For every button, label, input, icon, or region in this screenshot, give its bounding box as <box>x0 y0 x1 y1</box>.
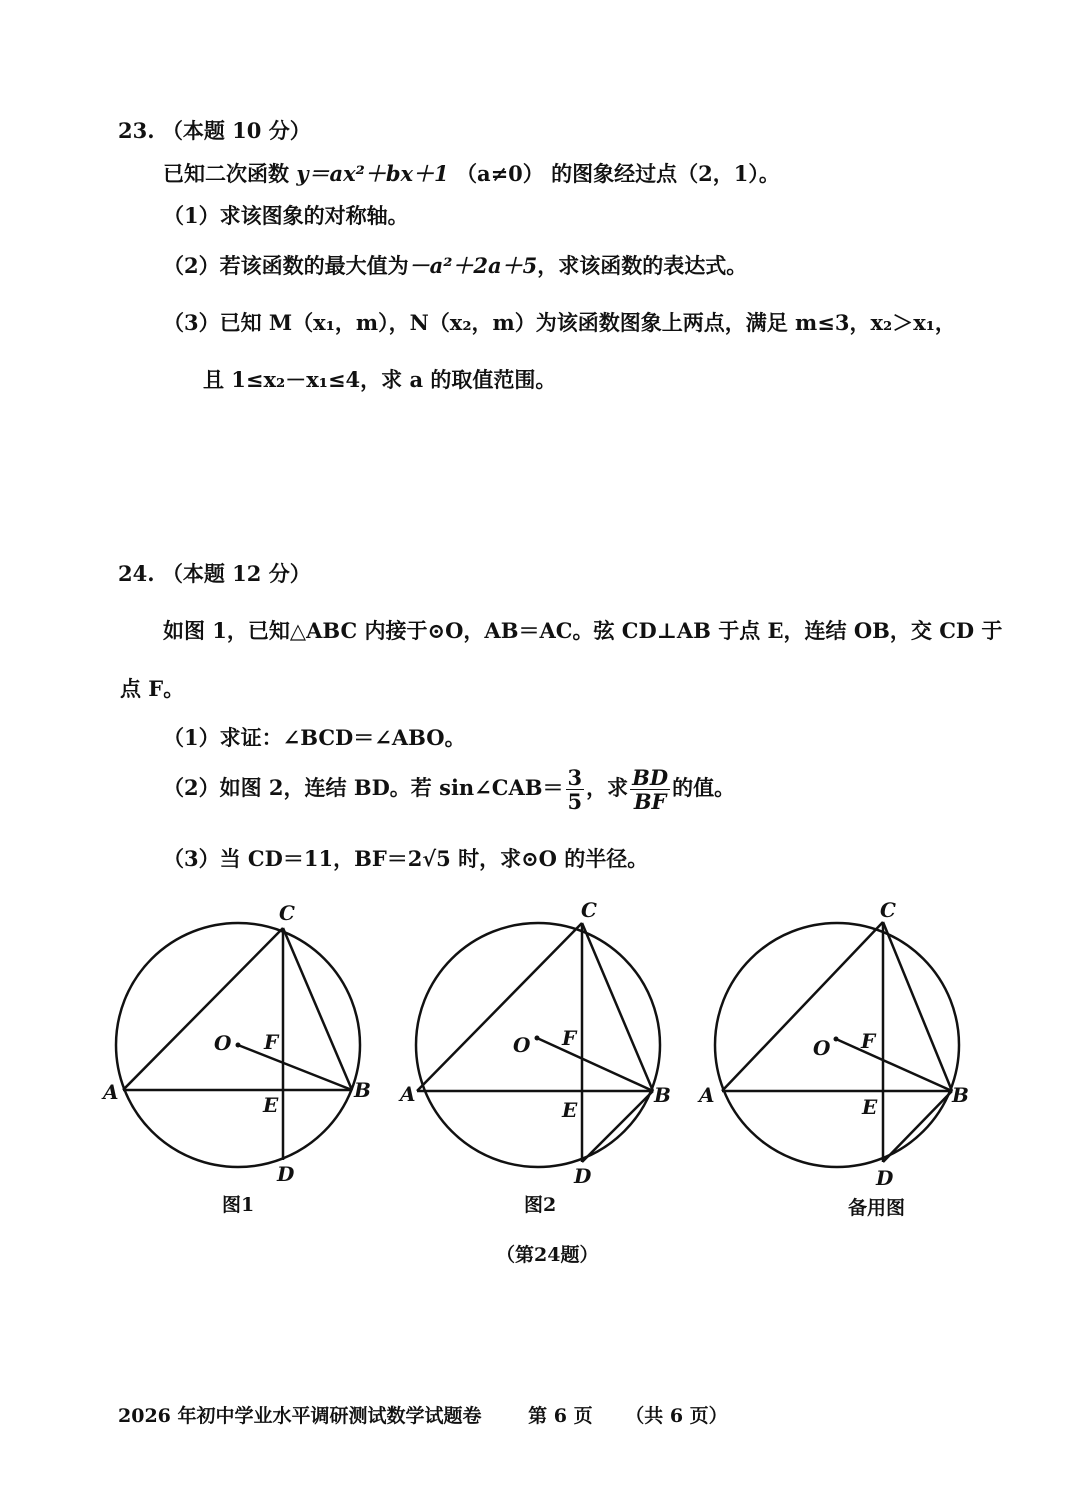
fig1-label-e: E <box>263 1093 279 1117</box>
q24-part2-pre: （2）如图 2，连结 BD。若 sin∠CAB＝ <box>163 775 564 801</box>
figure-spare <box>690 895 985 1195</box>
fig2-circle <box>416 923 660 1167</box>
fig3-circle <box>715 923 959 1167</box>
fig2-segment-ac <box>417 923 582 1091</box>
fig2-label-o: O <box>513 1033 531 1057</box>
q24-part3: （3）当 CD＝11，BF＝2√5 时，求⊙O 的半径。 <box>163 846 649 871</box>
fig3-segment-bd <box>883 1091 952 1162</box>
q24-number: 24. <box>118 561 155 586</box>
q24-stem-line2: 点 F。 <box>120 676 185 701</box>
fig1-label-b: B <box>354 1078 371 1102</box>
q24-part1: （1）求证：∠BCD＝∠ABO。 <box>163 725 466 750</box>
q24-part2-mid: ，求 <box>586 775 629 801</box>
fig3-segment-ac <box>722 922 883 1091</box>
q24-sin-fraction <box>566 766 585 813</box>
q24-score: （本题 12 分） <box>161 561 311 586</box>
q23-part1: （1）求该图象的对称轴。 <box>163 203 409 228</box>
figure-2 <box>395 895 685 1195</box>
fig2-label-a: A <box>400 1082 416 1106</box>
footer-page: 第 6 页 <box>528 1405 593 1427</box>
fig3-caption: 备用图 <box>848 1197 906 1219</box>
fig3-label-e: E <box>862 1095 878 1119</box>
q24-sin-denominator: 5 <box>567 789 583 815</box>
q24-sin-numerator: 3 <box>567 765 583 790</box>
q24-part2 <box>163 766 735 813</box>
fig1-label-f: F <box>264 1030 279 1054</box>
fig2-segment-bd <box>582 1091 653 1162</box>
q23-part2-pre: （2）若该函数的最大值为 <box>163 253 409 278</box>
q23-part2-post: ，求该函数的表达式。 <box>537 253 748 278</box>
q23-part2-expr: －a²＋2a＋5 <box>408 253 538 278</box>
fig2-label-f: F <box>562 1026 577 1050</box>
q24-ratio-numerator: BD <box>632 765 669 790</box>
fig3-label-c: C <box>880 898 896 922</box>
q23-score: （本题 10 分） <box>161 118 311 143</box>
fig3-label-a: A <box>699 1083 715 1107</box>
q23-part2 <box>163 253 747 278</box>
q24-ratio-denominator: BF <box>633 789 667 815</box>
fig1-label-c: C <box>279 901 295 925</box>
fig3-label-o: O <box>813 1036 831 1060</box>
footer-title: 2026 年初中学业水平调研测试数学试题卷 <box>118 1405 482 1427</box>
fig1-label-o: O <box>214 1031 232 1055</box>
q23-stem-cond: （a≠0） <box>455 161 544 186</box>
q23-stem-func: y＝ax²＋bx＋1 <box>296 161 449 186</box>
fig1-center-dot <box>236 1043 241 1048</box>
q23-stem <box>163 161 780 186</box>
q23-stem-post: 的图象经过点（2，1）。 <box>551 161 780 186</box>
fig3-label-d: D <box>876 1166 894 1190</box>
fig2-segment-ob <box>537 1038 653 1091</box>
figure-1 <box>95 895 385 1195</box>
fig2-label-c: C <box>581 898 597 922</box>
fig2-segment-cb <box>582 923 653 1091</box>
fig1-caption: 图1 <box>222 1194 255 1216</box>
q23-number: 23. <box>118 118 155 143</box>
fig1-segment-ac <box>123 928 283 1090</box>
q24-ratio-fraction <box>630 766 670 813</box>
footer-total: （共 6 页） <box>625 1405 728 1427</box>
fig2-label-e: E <box>562 1098 578 1122</box>
q23-stem-pre: 已知二次函数 <box>163 161 289 186</box>
fig3-label-f: F <box>861 1029 876 1053</box>
fig2-label-d: D <box>574 1164 592 1188</box>
fig3-center-dot <box>834 1037 839 1042</box>
q24-part2-post: 的值。 <box>672 775 736 801</box>
fig2-label-b: B <box>654 1083 671 1107</box>
figure-group-caption: （第24题） <box>496 1244 599 1266</box>
fig2-caption: 图2 <box>524 1194 557 1216</box>
fig1-label-a: A <box>103 1080 119 1104</box>
q23-header <box>118 118 311 143</box>
fig3-label-b: B <box>952 1083 969 1107</box>
q24-stem-line1: 如图 1，已知△ABC 内接于⊙O，AB＝AC。弦 CD⊥AB 于点 E，连结 OB，交 CD 于 <box>163 618 1003 643</box>
q24-header <box>118 561 311 586</box>
fig1-label-d: D <box>277 1162 295 1186</box>
q23-part3-line1: （3）已知 M（x₁，m），N（x₂，m）为该函数图象上两点，满足 m≤3，x₂＞x₁， <box>163 310 956 335</box>
q23-part3-line2: 且 1≤x₂－x₁≤4，求 a 的取值范围。 <box>203 367 557 392</box>
footer <box>118 1405 728 1428</box>
fig2-center-dot <box>535 1036 540 1041</box>
